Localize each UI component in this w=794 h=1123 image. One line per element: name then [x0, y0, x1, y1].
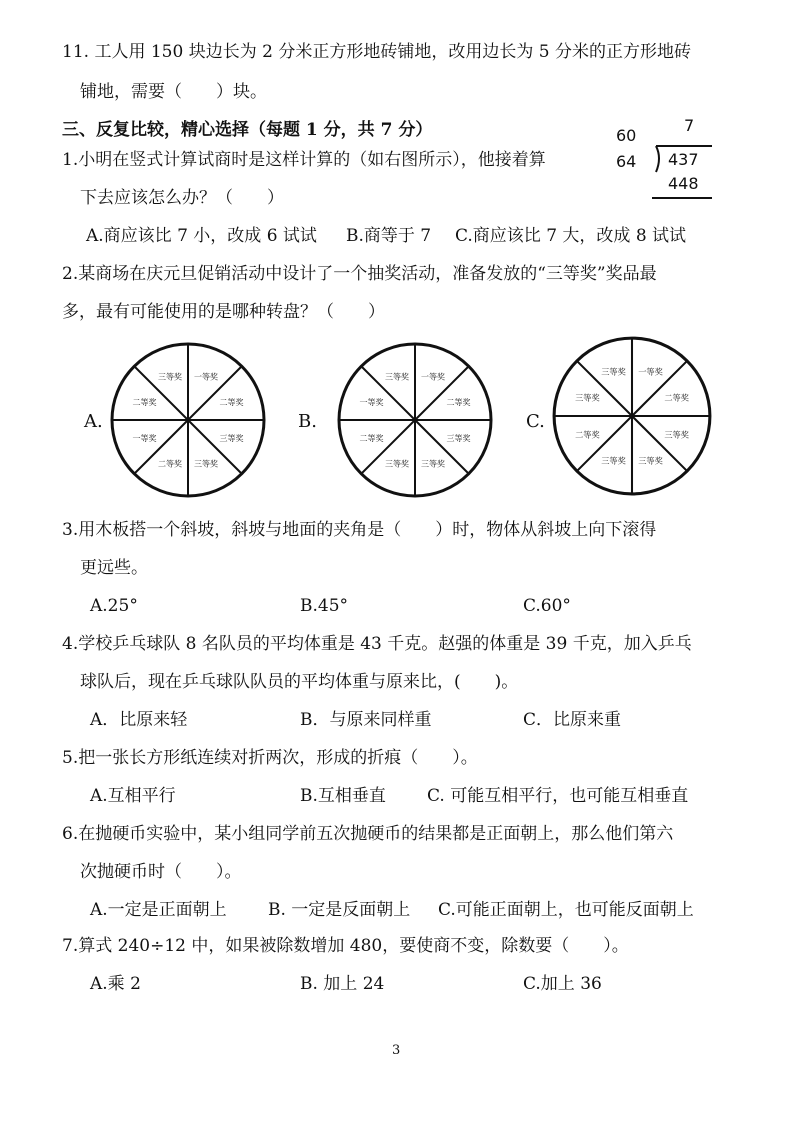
q6-line2: 次抛硬币时（ ）。	[80, 862, 242, 882]
page-number: 3	[392, 1043, 401, 1058]
q1-option-b[interactable]: B.商等于 7	[346, 226, 432, 246]
q1-line2: 下去应该怎么办？（ ）	[80, 188, 284, 208]
wheel-c-label[interactable]: C.	[526, 411, 545, 432]
q7-option-c[interactable]: C.加上 36	[523, 974, 602, 994]
wheel-sector-label: 三等奖	[638, 455, 663, 466]
q11-line2: 铺地，需要（ ）块。	[80, 82, 267, 102]
q3-option-a[interactable]: A.25°	[90, 596, 138, 616]
q7-option-a[interactable]: A.乘 2	[90, 974, 141, 994]
q6-option-a[interactable]: A.一定是正面朝上	[90, 900, 227, 920]
q4-line1: 4.学校乒乓球队 8 名队员的平均体重是 43 千克。赵强的体重是 39 千克，加入乒乓	[62, 634, 692, 654]
wheel-sector-label: 一等奖	[359, 397, 384, 407]
q7-line1: 7.算式 240÷12 中，如果被除数增加 480，要使商不变，除数要（ ）。	[62, 936, 629, 956]
spinner-wheel-a[interactable]	[108, 340, 268, 500]
wheel-sector-label: 三等奖	[601, 366, 626, 377]
division-quotient: 7	[684, 116, 695, 135]
q6-option-b[interactable]: B. 一定是反面朝上	[268, 900, 411, 920]
q11-line1: 11. 工人用 150 块边长为 2 分米正方形地砖铺地，改用边长为 5 分米的正方形地砖	[62, 42, 691, 62]
division-dividend: 437	[668, 150, 699, 169]
division-product: 448	[668, 174, 699, 193]
q1-option-a[interactable]: A.商应该比 7 小，改成 6 试试	[86, 226, 317, 246]
wheel-sector-label: 三等奖	[219, 434, 244, 444]
division-bracket	[612, 116, 722, 208]
wheel-sector-label: 三等奖	[664, 429, 689, 440]
wheel-sector-label: 二等奖	[132, 397, 157, 407]
wheel-a-label[interactable]: A.	[84, 411, 103, 432]
q5-option-c[interactable]: C. 可能互相平行，也可能互相垂直	[427, 786, 689, 806]
wheel-sector-label: 一等奖	[194, 372, 219, 382]
q3-option-b[interactable]: B.45°	[300, 596, 349, 616]
wheel-sector-label: 二等奖	[446, 397, 471, 407]
q4-option-c[interactable]: C．比原来重	[523, 710, 622, 730]
wheel-sector-label: 二等奖	[575, 429, 600, 440]
q6-line1: 6.在抛硬币实验中，某小组同学前五次抛硬币的结果都是正面朝上，那么他们第六	[62, 824, 674, 844]
wheel-sector-label: 三等奖	[421, 459, 446, 469]
q4-line2: 球队后，现在乒乓球队队员的平均体重与原来比，( )。	[80, 672, 519, 692]
division-trial-dividend: 60	[616, 126, 637, 145]
q7-option-b[interactable]: B. 加上 24	[300, 974, 385, 994]
section-title: 三、反复比较，精心选择（每题 1 分，共 7 分）	[62, 120, 433, 140]
q3-line2: 更远些。	[80, 558, 148, 578]
q1-line1: 1.小明在竖式计算试商时是这样计算的（如右图所示），他接着算	[62, 150, 546, 170]
wheel-sector-label: 二等奖	[157, 459, 182, 469]
wheel-sector-label: 三等奖	[157, 372, 182, 382]
wheel-sector-label: 一等奖	[132, 434, 157, 444]
wheel-sector-label: 三等奖	[575, 392, 600, 403]
q4-option-b[interactable]: B．与原来同样重	[300, 710, 432, 730]
wheel-sector-label: 二等奖	[664, 392, 689, 403]
wheel-sector-label: 一等奖	[638, 366, 663, 377]
wheel-sector-label: 三等奖	[446, 434, 471, 444]
division-divisor: 64	[616, 152, 637, 171]
wheel-b-label[interactable]: B.	[298, 411, 317, 432]
q6-option-c[interactable]: C.可能正面朝上，也可能反面朝上	[438, 900, 694, 920]
wheel-sector-label: 一等奖	[421, 372, 446, 382]
q3-line1: 3.用木板搭一个斜坡，斜坡与地面的夹角是（ ）时，物体从斜坡上向下滚得	[62, 520, 657, 540]
wheel-sector-label: 三等奖	[601, 455, 626, 466]
q2-line2: 多，最有可能使用的是哪种转盘？（ ）	[62, 302, 385, 322]
wheel-sector-label: 三等奖	[384, 459, 409, 469]
q1-option-c[interactable]: C.商应该比 7 大，改成 8 试试	[455, 226, 687, 246]
q5-option-b[interactable]: B.互相垂直	[300, 786, 386, 806]
wheel-sector-label: 二等奖	[219, 397, 244, 407]
q2-line1: 2.某商场在庆元旦促销活动中设计了一个抽奖活动，准备发放的“三等奖”奖品最	[62, 264, 657, 284]
wheel-sector-label: 三等奖	[194, 459, 219, 469]
q3-option-c[interactable]: C.60°	[523, 596, 571, 616]
wheel-sector-label: 二等奖	[359, 434, 384, 444]
q5-option-a[interactable]: A.互相平行	[90, 786, 176, 806]
long-division-figure	[612, 116, 722, 208]
wheel-sector-label: 三等奖	[384, 372, 409, 382]
q5-line1: 5.把一张长方形纸连续对折两次，形成的折痕（ ）。	[62, 748, 478, 768]
q4-option-a[interactable]: A．比原来轻	[90, 710, 188, 730]
spinner-wheel-b[interactable]	[335, 340, 495, 500]
spinner-wheel-c[interactable]	[550, 334, 714, 498]
